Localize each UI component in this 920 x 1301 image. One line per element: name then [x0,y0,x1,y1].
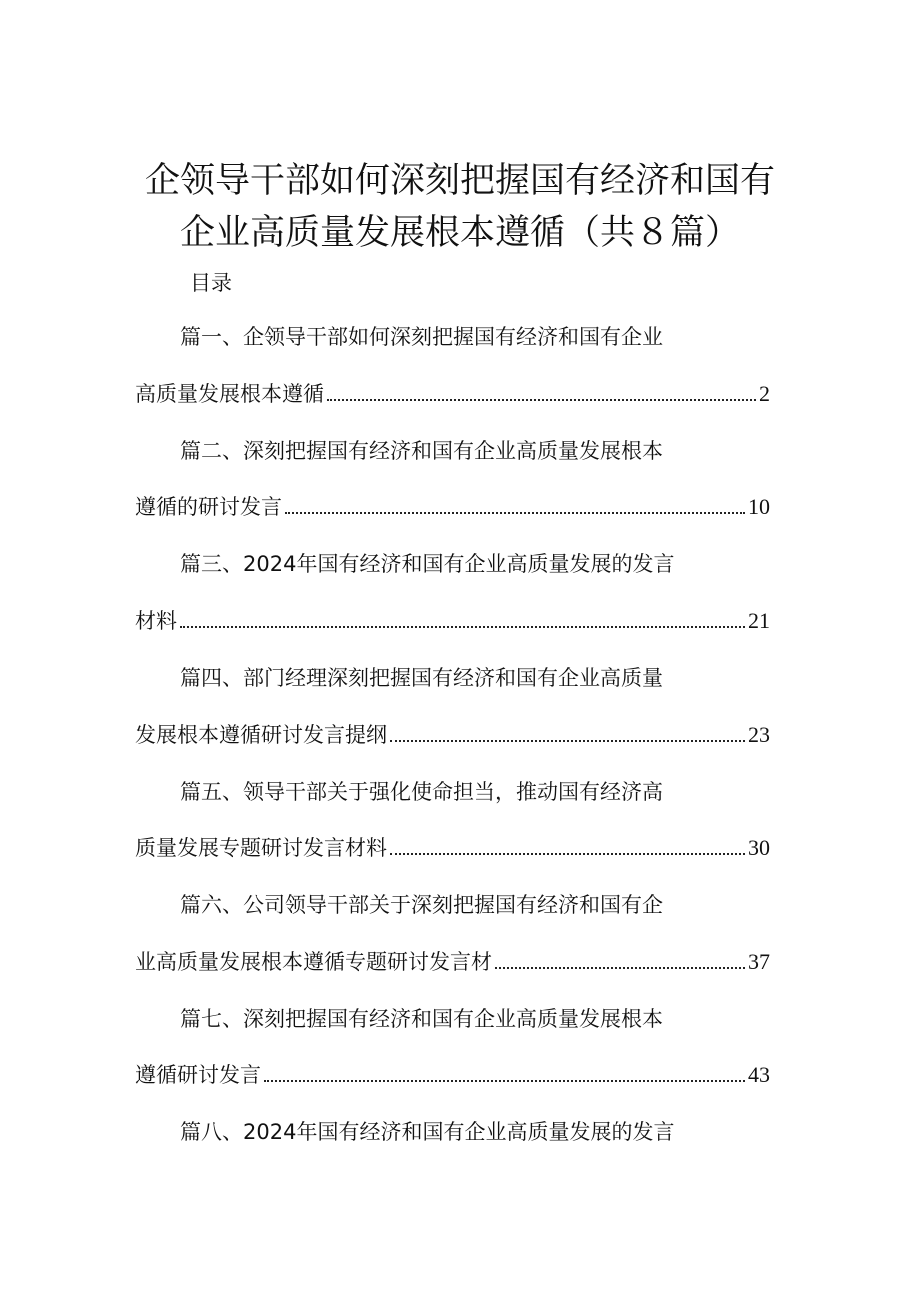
toc-heading: 目录 [190,271,232,295]
dot-leader [285,511,745,514]
toc-entry-2-continuation[interactable] [135,492,770,522]
toc-entry-6-continuation[interactable] [135,947,770,977]
dot-leader [390,739,745,742]
toc-entry-5-continuation[interactable] [135,833,770,863]
toc-entry-5-title[interactable]: 篇五、领导干部关于强化使命担当，推动国有经济高 [180,780,663,804]
toc-entry-6-page: 37 [748,949,770,974]
toc-entry-3-continuation[interactable] [135,606,770,636]
toc-entry-3-page: 21 [748,608,770,633]
toc-entry-4-continuation[interactable] [135,720,770,750]
page-title [0,155,920,259]
toc-entry-7-title[interactable]: 篇七、深刻把握国有经济和国有企业高质量发展根本 [180,1007,663,1031]
title-line-1: 企领导干部如何深刻把握国有经济和国有 [144,161,775,202]
toc-entry-5-page: 30 [748,835,770,860]
toc-entry-6-title[interactable]: 篇六、公司领导干部关于深刻把握国有经济和国有企 [180,893,663,917]
toc-entry-6-text: 业高质量发展根本遵循专题研讨发言材 [135,950,492,974]
toc-entry-2-text: 遵循的研讨发言 [135,495,282,519]
toc-entry-1-page: 2 [759,381,770,406]
toc-entry-4-title[interactable]: 篇四、部门经理深刻把握国有经济和国有企业高质量 [180,666,663,690]
toc-entry-2-page: 10 [748,494,770,519]
toc-entry-4-page: 23 [748,722,770,747]
toc-entry-3-title[interactable]: 篇三、2024年国有经济和国有企业高质量发展的发言 [180,552,675,576]
toc-entry-7-text: 遵循研讨发言 [135,1063,261,1087]
dot-leader [264,1079,745,1082]
toc-entry-7-continuation[interactable] [135,1060,770,1090]
toc-entry-8-title[interactable]: 篇八、2024年国有经济和国有企业高质量发展的发言 [180,1120,675,1144]
dot-leader [180,625,745,628]
title-line-2: 企业高质量发展根本遵循（共８篇） [179,213,740,254]
toc-entry-1-text: 高质量发展根本遵循 [135,382,324,406]
toc-entry-4-text: 发展根本遵循研讨发言提纲 [135,723,387,747]
dot-leader [327,398,756,401]
dot-leader [390,852,745,855]
toc-entry-1-continuation[interactable] [135,379,770,409]
dot-leader [495,966,745,969]
toc-entry-5-text: 质量发展专题研讨发言材料 [135,836,387,860]
toc-entry-2-title[interactable]: 篇二、深刻把握国有经济和国有企业高质量发展根本 [180,439,663,463]
toc-entry-3-text: 材料 [135,609,177,633]
toc-entry-7-page: 43 [748,1062,770,1087]
toc-entry-1-title[interactable]: 篇一、企领导干部如何深刻把握国有经济和国有企业 [180,325,663,349]
